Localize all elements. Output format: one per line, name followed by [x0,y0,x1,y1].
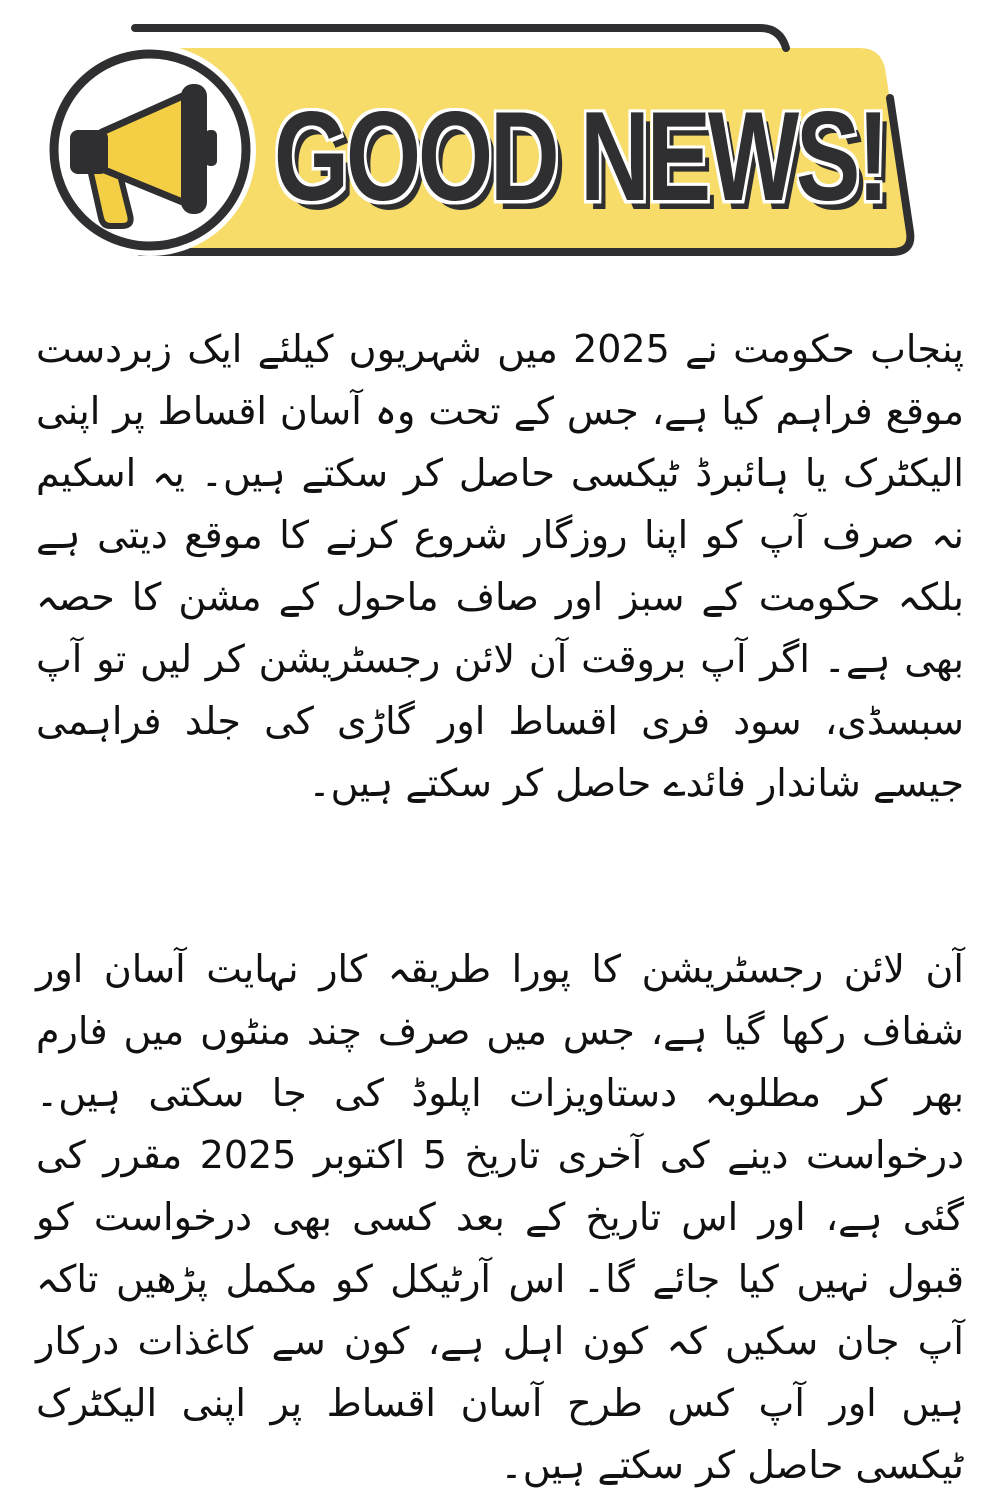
article-paragraph-1: پنجاب حکومت نے 2025 میں شہریوں کیلئے ایک زبردست موقع فراہم کیا ہے، جس کے تحت وہ آسان اقساط پر اپنی الیکٹرک یا ہائبرڈ ٹیکسی حاصل کر سکتے ہیں۔ یہ اسکیم نہ صرف آپ کو اپنا روزگار شروع کرنے کا موقع دیتی ہے بلکہ حکومت کے سبز اور صاف ماحول کے مشن کا حصہ بھی ہے۔ اگر آپ بروقت آن لائن رجسٹریشن کر لیں تو آپ سبسڈی، سود فری اقساط اور گاڑی کی جلد فراہمی جیسے شاندار فائدے حاصل کر سکتے ہیں۔ [36,327,965,805]
good-news-banner [0,0,1000,290]
good-news-headline: GOOD NEWS! [273,85,887,229]
article-body [36,318,964,1496]
banner-top-line [135,28,786,48]
article-paragraph-2: آن لائن رجسٹریشن کا پورا طریقہ کار نہایت آسان اور شفاف رکھا گیا ہے، جس میں صرف چند منٹوں میں فارم بھر کر مطلوبہ دستاویزات اپلوڈ کی جا سکتی ہیں۔ درخواست دینے کی آخری تاریخ 5 اکتوبر 2025 مقرر کی گئی ہے، اور اس تاریخ کے بعد کسی بھی درخواست کو قبول نہیں کیا جائے گا۔ اس آرٹیکل کو مکمل پڑھیں تاکہ آپ جان سکیں کہ کون اہل ہے، کون سے کاغذات درکار ہیں اور آپ کس طرح آسان اقساط پر اپنی الیکٹرک ٹیکسی حاصل کر سکتے ہیں۔ [36,947,964,1487]
